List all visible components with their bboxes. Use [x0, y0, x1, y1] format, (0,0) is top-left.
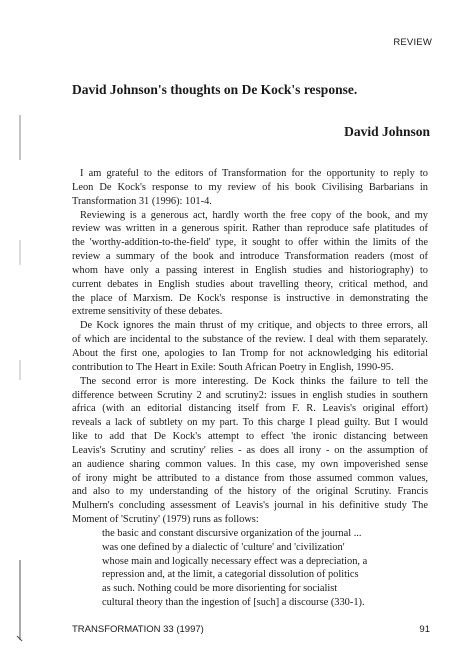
- text-line: review was written in a generous spirit. Rather than reproduce safe platitudes of: [72, 223, 428, 235]
- text-line: I am grateful to the editors of Transformation for the opportunity to reply to: [80, 168, 428, 179]
- text-line: the place of Marxism. De Kock's response is instructive in demonstrating the: [72, 292, 428, 304]
- article-body: [72, 167, 428, 610]
- quote-line: repression and, at the limit, a categorial dissolution of politics: [102, 569, 359, 581]
- text-line: Moment of 'Scrutiny' (1979) runs as follows:: [72, 514, 259, 526]
- text-line: Transformation 31 (1996): 101-4.: [72, 195, 212, 207]
- block-quote: [72, 527, 428, 610]
- text-line: whom have only a passing interest in English studies and historiography) to: [72, 264, 428, 276]
- text-line: like to add that De Kock's attempt to effect 'the ironic distancing between: [72, 431, 428, 443]
- text-line: The second error is more interesting. De Kock thinks the failure to tell the: [80, 375, 428, 387]
- text-line: review a summary of the book and introduce Transformation readers (most of: [72, 251, 428, 263]
- paragraph: [72, 209, 428, 320]
- quote-line: the basic and constant discursive organization of the journal ...: [102, 527, 362, 539]
- paragraph: [72, 167, 428, 209]
- paragraph: [72, 375, 428, 527]
- text-line: africa (with an editorial distancing itself from F. R. Leavis's original effort): [72, 403, 428, 415]
- text-line: contribution to The Heart in Exile: South African Poetry in English, 1990-95.: [72, 361, 394, 373]
- text-line: difference between Scrutiny 2 and scrutiny2: issues in english studies in southern: [72, 389, 428, 401]
- quote-line: as such. Nothing could be more disorienting for socialist: [102, 583, 338, 595]
- text-line: reveals a lack of subtlety on my part. To this charge I plead guilty. But I would: [72, 417, 428, 429]
- paragraph: [72, 319, 428, 374]
- text-line: the 'worthy-addition-to-the-field' type, it sought to offer within the limits of the: [72, 237, 428, 249]
- text-line: and also to my understanding of the history of the original Scrutiny. Francis: [72, 486, 428, 498]
- text-line: Reviewing is a generous act, hardly worth the free copy of the book, and my: [80, 209, 428, 221]
- article-author: David Johnson: [344, 124, 430, 139]
- quote-line: was one defined by a dialectic of 'culture' and 'civilization': [102, 541, 345, 553]
- text-line: About the first one, apologies to Ian Tromp for not acknowledging his editorial: [72, 347, 428, 359]
- journal-footer: TRANSFORMATION 33 (1997): [72, 624, 204, 635]
- text-line: Leavis's Scrutiny and scrutiny' relies - as does all irony - on the assumption of: [72, 444, 428, 456]
- text-line: De Kock ignores the main thrust of my critique, and objects to three errors, all: [80, 320, 428, 332]
- text-line: current debates in English studies about travelling theory, critical method, and: [72, 278, 428, 290]
- section-label: REVIEW: [393, 37, 432, 48]
- quote-line: cultural theory than the ingestion of [such] a discourse (330-1).: [102, 597, 365, 609]
- text-line: of irony might be attributed to a distance from those assumed common values,: [72, 472, 428, 484]
- page-number: 91: [419, 624, 430, 635]
- margin-binding-marks: [14, 0, 24, 650]
- quote-line: whose main and logically necessary effect was a depreciation, a: [102, 555, 368, 567]
- text-line: an audience sharing common values. In this case, my own impoverished sense: [72, 458, 428, 470]
- text-line: Leon De Kock's response to my review of his book Civilising Barbarians in: [72, 181, 428, 193]
- text-line: extreme sensitivity of these debates.: [72, 306, 223, 318]
- text-line: Mulhern's concluding assessment of Leavis's journal in his definitive study The: [72, 500, 428, 512]
- article-title: David Johnson's thoughts on De Kock's response.: [72, 82, 358, 97]
- text-line: of which are incidental to the substance of the review. I deal with them separately.: [72, 334, 428, 346]
